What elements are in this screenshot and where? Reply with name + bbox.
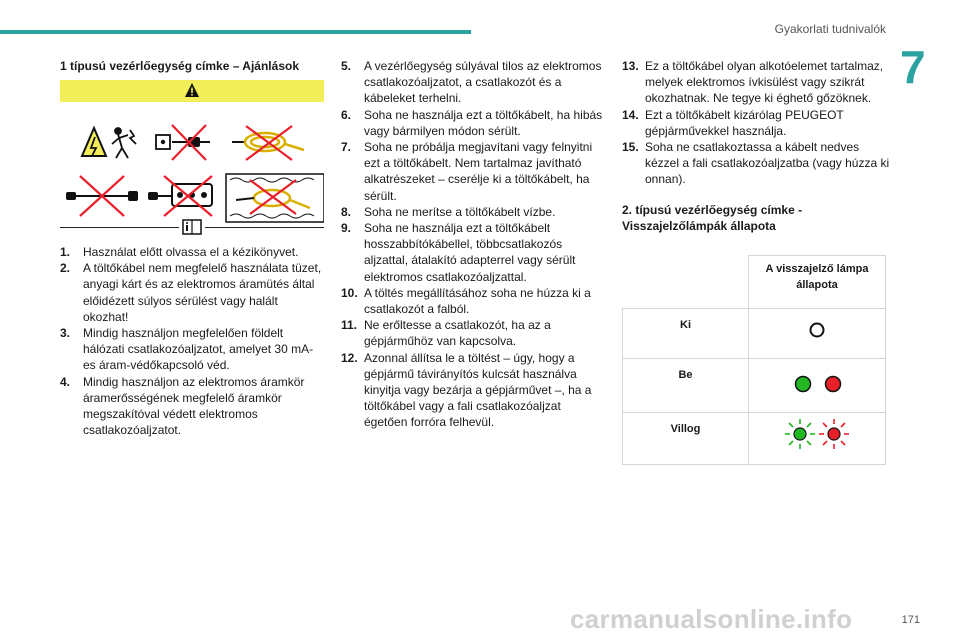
- label-type1-heading: 1 típusú vezérlőegység címke – Ajánlások: [60, 59, 299, 73]
- lamp-state-table: [622, 255, 886, 465]
- list-item: [60, 374, 324, 439]
- column-3: [622, 58, 890, 465]
- electric-shock-warning-icon: [82, 128, 106, 156]
- lamp-on-cell: [749, 358, 886, 412]
- item-number: 13.: [622, 59, 639, 73]
- list-item: [60, 260, 324, 325]
- item-text: Mindig használjon megfelelően földelt hálózati csatlakozóaljzatot, amelyet 30 mA-es áram-védőkapcsoló véd.: [83, 326, 314, 373]
- item-number: 14.: [622, 107, 639, 122]
- list-item: [60, 244, 324, 260]
- table-corner-cell: [623, 255, 749, 308]
- red-lamp-blink-icon: [819, 419, 849, 449]
- list-item: [341, 107, 605, 139]
- red-lamp-on-icon: [826, 376, 841, 391]
- list-item: [341, 317, 605, 349]
- list-item: [622, 107, 890, 139]
- column-2: [341, 58, 605, 431]
- item-text: Soha ne használja ezt a töltőkábelt, ha hibás vagy bármilyen módon sérült.: [364, 107, 603, 138]
- lamp-state-header: A visszajelző lámpa állapota: [749, 255, 886, 308]
- list-item: [341, 58, 605, 107]
- list-item: [60, 325, 324, 374]
- lamp-blink-cell: [749, 412, 886, 464]
- item-text: Soha ne csatlakoztassa a kábelt nedves kézzel a fali csatlakozóaljzatba (vagy húzza ki onnan).: [645, 140, 890, 187]
- row-label-on: Be: [623, 358, 749, 412]
- item-text: Azonnal állítsa le a töltést – úgy, hogy a gépjármű távirányítós kulcsát használva kinyitja vagy bezárja a gépjárművet –, ha a töltőkábel vagy a fali csatlakozóaljzat égetően forróra felhevül.: [364, 350, 592, 430]
- item-text: Ez a töltőkábel olyan alkotóelemet tartalmaz, melyek elektromos ívkisülést vagy szikrát okozhatnak. Ne tegye ki éghető gőzöknek.: [645, 59, 884, 106]
- item-number: 2.: [60, 261, 71, 276]
- row-label-blink: Villog: [623, 412, 749, 464]
- item-number: 11.: [341, 318, 358, 333]
- list-item: [341, 139, 605, 204]
- green-lamp-blink-icon: [785, 419, 815, 449]
- item-text: Használat előtt olvassa el a kézikönyvet.: [83, 245, 299, 259]
- warning-label-graphic: [60, 80, 324, 230]
- list-item: [622, 139, 890, 188]
- cable-in-water-prohibited-icon: [226, 174, 324, 222]
- recommendations-list-3: [622, 58, 890, 188]
- page-number: 171: [901, 614, 920, 626]
- column-1: [60, 58, 324, 438]
- item-number: 3.: [60, 326, 71, 341]
- chapter-number: 7: [900, 41, 926, 93]
- item-number: 9.: [341, 221, 352, 236]
- read-manual-icon: [179, 219, 205, 235]
- section-title: Gyakorlati tudnivalók: [774, 22, 886, 36]
- watermark: carmanualsonline.info: [570, 604, 853, 634]
- recommendations-list-2: [341, 58, 605, 431]
- item-number: 1.: [60, 245, 71, 259]
- item-text: Ezt a töltőkábelt kizárólag PEUGEOT gépjárművekkel használja.: [645, 107, 844, 138]
- list-item: [341, 285, 605, 317]
- item-number: 12.: [341, 350, 358, 365]
- item-number: 8.: [341, 204, 352, 219]
- item-number: 6.: [341, 107, 352, 122]
- lamp-on-icons: [750, 360, 884, 402]
- item-text: A töltőkábel nem megfelelő használata tüzet, anyagi kárt és az elektromos áramütés által előidézett súlyos sérülést vagy halált okozhat!: [83, 261, 322, 324]
- item-number: 7.: [341, 140, 352, 155]
- item-text: Ne erőltesse a csatlakozót, ha az a gépjárműhöz van kapcsolva.: [364, 318, 551, 349]
- label-type2-heading: 2. típusú vezérlőegység címke - Visszajelzőlámpák állapota: [622, 202, 803, 234]
- item-number: 10.: [341, 285, 358, 300]
- extension-cord-prohibited-icon: [66, 176, 138, 216]
- item-number: 5.: [341, 59, 352, 73]
- green-lamp-on-icon: [796, 376, 811, 391]
- socket-overload-prohibited-icon: [156, 125, 210, 160]
- lamp-off-cell: [749, 308, 886, 358]
- item-text: A töltés megállításához soha ne húzza ki a csatlakozót a falból.: [364, 285, 591, 317]
- lamp-blink-icons: [750, 414, 884, 454]
- item-text: A vezérlőegység súlyával tilos az elektromos csatlakozóaljzatot, a csatlakozót és a kábeleket terhelni.: [364, 59, 602, 106]
- list-item: [341, 220, 605, 285]
- multi-socket-prohibited-icon: [148, 176, 212, 216]
- item-text: Soha ne használja ezt a töltőkábelt hosszabbítókábellel, többcsatlakozós aljzattal, átalakító adapterrel vagy sérült elektromos csatlakozóaljzattal.: [364, 221, 576, 284]
- lamp-off-icon: [750, 310, 884, 346]
- row-label-off: Ki: [623, 308, 749, 358]
- coiled-cable-prohibited-icon: [232, 126, 304, 160]
- recommendations-list-1: [60, 244, 324, 438]
- item-text: Soha ne merítse a töltőkábelt vízbe.: [364, 204, 556, 219]
- label-pictograms: [60, 80, 324, 230]
- list-item: [341, 204, 605, 220]
- header-accent-bar: [0, 30, 471, 34]
- item-text: Soha ne próbálja megjavítani vagy felnyitni ezt a töltőkábelt. Nem tartalmaz javítható alkatrészeket – cserélje ki a töltőkábelt, ha sérült.: [364, 140, 593, 203]
- list-item: [622, 58, 890, 107]
- person-shock-icon: [112, 128, 136, 158]
- item-text: Mindig használjon az elektromos áramkör áramerősségének megfelelő áramkör megszakítóval védett elektromos csatlakozóaljzatot.: [83, 374, 305, 438]
- item-number: 4.: [60, 374, 71, 389]
- item-number: 15.: [622, 140, 639, 155]
- list-item: [341, 350, 605, 431]
